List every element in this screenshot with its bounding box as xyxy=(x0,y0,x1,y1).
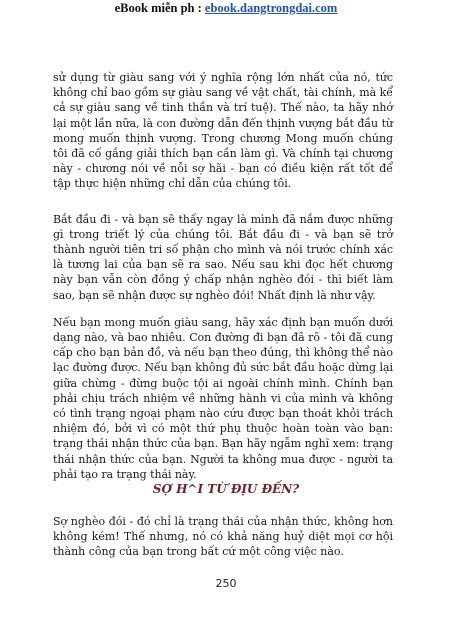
page-number: 250 xyxy=(215,577,237,590)
paragraph-1: sử dụng từ giàu sang với ý nghĩa rộng lớn nhất của nó, tức không chỉ bao gồm sự giàu sang về vật chất, tài chính, mà kể cả sự giàu sang về tinh thần và trí tuệ). Thế nào, ta hãy nhớ lại một lần nữa, là con đường dẫn đến thịnh vượng bắt đầu từ mong muốn thịnh vượng. Trong chương Mong muốn chúng tôi đã cố gắng giải thích bạn cần làm gì. Và chính tại chương này - chương nói về nỗi sợ hãi - bạn có điều kiện rất tốt để tập thực hiện những chỉ dẫn của chúng tôi. xyxy=(53,71,393,191)
header-link[interactable]: ebook.dangtrongdai.com xyxy=(204,1,338,15)
paragraph-3: Nếu bạn mong muốn giàu sang, hãy xác định bạn muốn dưới dạng nào, và bao nhiêu. Con đường đi bạn đã rõ - tôi đã cung cấp cho bạn bản đồ, và nếu bạn theo đúng, thì không thể nào lạc đường được. Nếu bạn không đủ sức bắt đầu hoặc dừng lại giữa chừng - đừng buộc tội ai ngoài chính mình. Chính bạn phải chịu trách nhiệm về những hành vi của mình và không có tình trạng ngoại phạm nào cứu được bạn thoát khỏi trách nhiệm đó, bởi vì có một thứ phụ thuộc hoàn toàn vào bạn: trạng thái nhận thức của bạn. Bạn hãy ngẫm nghĩ xem: trạng thái nhận thức của bạn. Người ta không mua được - người ta phải tạo ra trạng thái này. xyxy=(53,315,393,481)
body-text xyxy=(53,70,393,494)
paragraph-4: Sợ nghèo đói - đó chỉ là trạng thái của nhận thức, không hơn không kém! Thế nhưng, nó có khả năng huỷ diệt mọi cơ hội thành công của bạn trong bất cứ một công việc nào. xyxy=(53,515,393,559)
header-prefix: eBook miễn ph : xyxy=(114,1,205,15)
paragraph-2: Bắt đầu đi - và bạn sẽ thấy ngay là mình đã nắm được những gì trong triết lý của chúng tôi. Bắt đầu đi - và bạn sẽ trở thành người tiên tri số phận cho mình và nói trước chính xác là tương lai của bạn sẽ ra sao. Nếu sau khi đọc hết chương này bạn vẫn còn đồng ý chấp nhận nghèo đói - thì biết làm sao, bạn sẽ nhận được sự nghèo đói! Nhất định là như vậy. xyxy=(53,212,393,302)
page-header xyxy=(0,1,452,16)
section-body xyxy=(53,514,393,560)
section-title: SỢ H^I TỪ ĐỊU ĐẾN? xyxy=(152,482,300,496)
